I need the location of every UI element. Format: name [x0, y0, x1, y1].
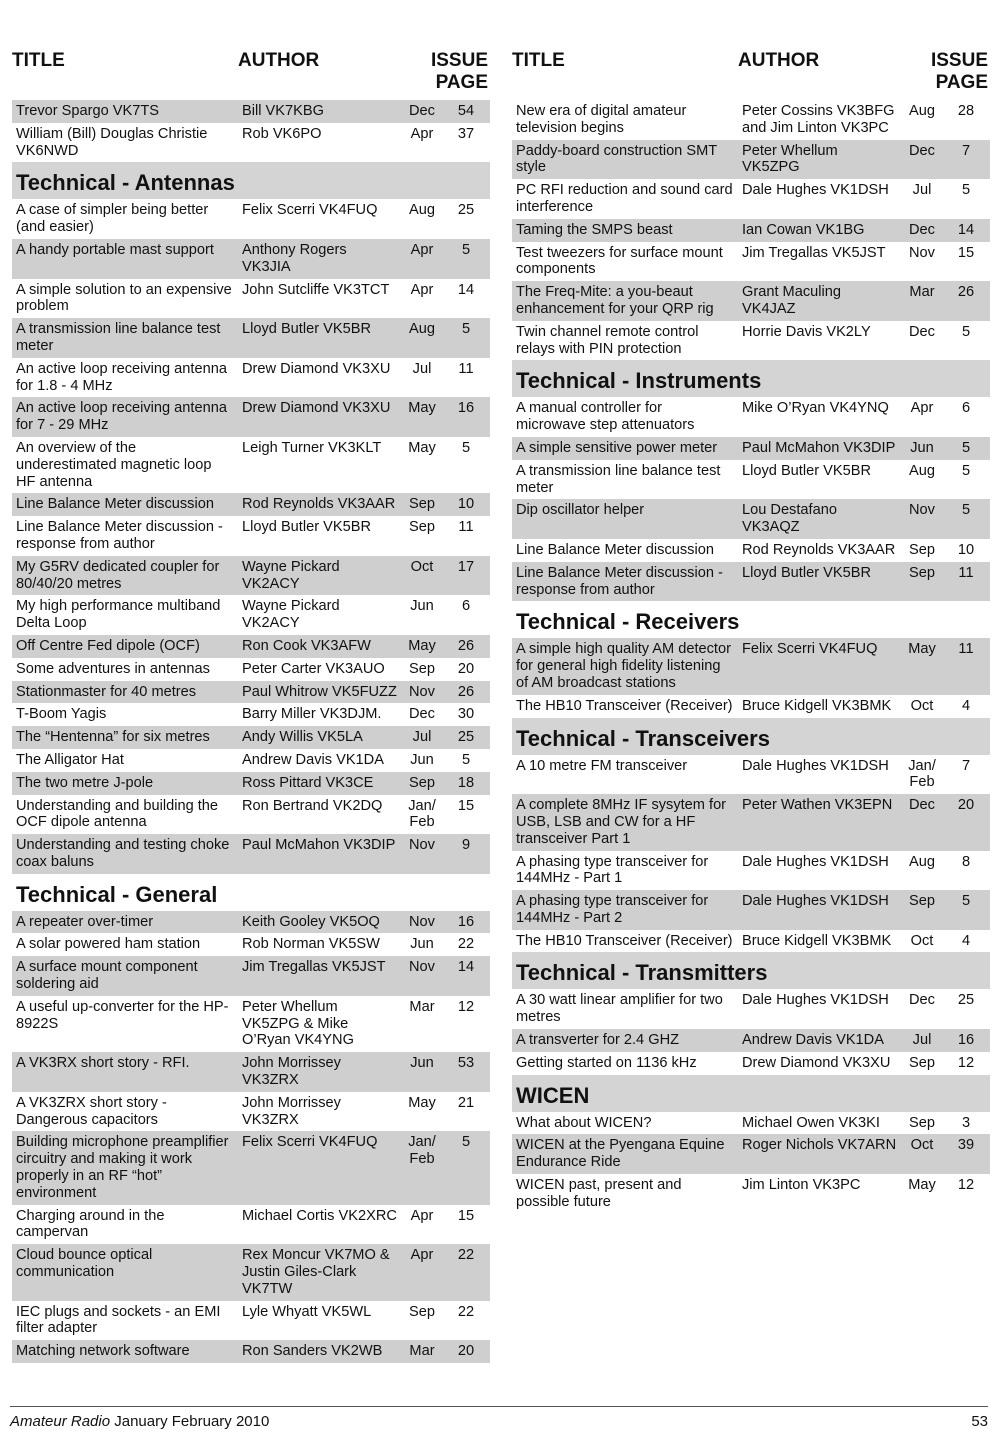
entry-issue: Jan/ Feb — [908, 757, 936, 791]
entry-page: 7 — [942, 140, 990, 180]
entry-issue: Oct — [402, 556, 442, 596]
entry-title: A VK3ZRX short story - Dangerous capacitors — [16, 1094, 167, 1128]
entry-author: Lloyd Butler VK5BR — [738, 562, 902, 602]
entry-author: Felix Scerri VK4FUQ — [238, 1131, 402, 1204]
entry-page: 5 — [961, 462, 971, 479]
entry-title: Understanding and building the OCF dipole antenna — [16, 797, 219, 831]
entry-title: New era of digital amateur television begins — [516, 103, 687, 136]
entry-author: John Sutcliffe VK3TCT — [242, 281, 390, 298]
entry-page: 22 — [457, 1303, 475, 1320]
entry-title: The Alligator Hat — [16, 751, 124, 768]
entry-issue: Dec — [902, 794, 942, 850]
entry-page: 14 — [442, 956, 490, 996]
entry-issue: Nov — [402, 681, 442, 704]
entry-author: Ian Cowan VK1BG — [738, 219, 902, 242]
entry-author: John Morrissey VK3ZRX — [242, 1094, 341, 1128]
entry-page: 5 — [461, 439, 471, 456]
entry-author: Felix Scerri VK4FUQ — [738, 638, 902, 694]
index-table-left — [12, 100, 490, 1363]
entry-issue: Apr — [910, 400, 934, 417]
issue-date: January February 2010 — [110, 1413, 270, 1430]
entry-author: Roger Nichols VK7ARN — [738, 1134, 902, 1174]
entry-issue: Oct — [902, 1134, 942, 1174]
header-author: AUTHOR — [738, 50, 820, 71]
entry-page: 7 — [961, 757, 971, 774]
entry-issue: Jan/ Feb — [408, 797, 436, 831]
entry-issue: Jul — [902, 1029, 942, 1052]
entry-title: An active loop receiving antenna for 1.8 - 4 MHz — [16, 360, 227, 394]
page-footer — [10, 1406, 988, 1430]
entry-issue: May — [402, 397, 442, 437]
entry-title: A useful up-converter for the HP-8922S — [16, 998, 229, 1032]
entry-page: 6 — [461, 598, 471, 615]
entry-title: My high performance multiband Delta Loop — [16, 598, 221, 632]
entry-page: 10 — [442, 493, 490, 516]
entry-author: Dale Hughes VK1DSH — [742, 757, 889, 774]
entry-author: Rod Reynolds VK3AAR — [742, 541, 896, 558]
entry-author: Anthony Rogers VK3JIA — [238, 239, 402, 279]
entry-issue: Apr — [410, 281, 434, 298]
entry-page: 39 — [942, 1134, 990, 1174]
header-issue-page: ISSUE PAGE — [930, 50, 988, 93]
entry-issue: Mar — [402, 1340, 442, 1363]
entry-author: Lyle Whyatt VK5WL — [242, 1303, 372, 1320]
entry-title: An active loop receiving antenna for 7 - 29 MHz — [12, 397, 238, 437]
entry-issue: Sep — [909, 541, 935, 558]
entry-author: Leigh Turner VK3KLT — [242, 439, 382, 456]
entry-title: Line Balance Meter discussion — [516, 541, 714, 558]
entry-issue: Apr — [402, 239, 442, 279]
entry-title: A transmission line balance test meter — [12, 318, 238, 358]
entry-author: Peter Wathen VK3EPN — [738, 794, 902, 850]
entry-page: 5 — [942, 499, 990, 539]
entry-page: 22 — [457, 936, 475, 953]
entry-page: 12 — [957, 1177, 975, 1194]
entry-title: Trevor Spargo VK7TS — [12, 100, 238, 123]
entry-author: Rod Reynolds VK3AAR — [238, 493, 402, 516]
entry-title: Some adventures in antennas — [16, 660, 210, 677]
entry-page: 53 — [442, 1052, 490, 1092]
entry-issue: Nov — [402, 834, 442, 874]
entry-title: A VK3RX short story - RFI. — [12, 1052, 238, 1092]
section-heading: Technical - Receivers — [512, 601, 990, 638]
index-table-right — [512, 100, 990, 1214]
entry-author: Bruce Kidgell VK3BMK — [742, 932, 892, 949]
entry-page: 11 — [942, 562, 990, 602]
entry-title: Matching network software — [12, 1340, 238, 1363]
entry-author: Drew Diamond VK3XU — [238, 397, 402, 437]
entry-page: 25 — [457, 202, 475, 219]
entry-author: Lloyd Butler VK5BR — [742, 462, 871, 479]
entry-author: Peter Whellum VK5ZPG & Mike O’Ryan VK4YNG — [242, 998, 354, 1049]
section-heading: Technical - General — [12, 874, 490, 911]
entry-page: 9 — [442, 834, 490, 874]
entry-author: Keith Gooley VK5OQ — [238, 911, 402, 934]
entry-issue: Sep — [409, 660, 435, 677]
section-heading: Technical - Antennas — [12, 162, 490, 199]
entry-page: 4 — [961, 932, 971, 949]
entry-author: Peter Whellum VK5ZPG — [738, 140, 902, 180]
entry-page: 5 — [961, 182, 971, 199]
left-column — [12, 50, 490, 1363]
entry-page: 5 — [961, 323, 971, 340]
entry-author: Drew Diamond VK3XU — [242, 360, 391, 377]
entry-author: Ron Sanders VK2WB — [238, 1340, 402, 1363]
entry-author: Paul McMahon VK3DIP — [238, 834, 402, 874]
entry-author: Paul Whitrow VK5FUZZ — [238, 681, 402, 704]
entry-author: Lloyd Butler VK5BR — [238, 318, 402, 358]
entry-author: Jim Tregallas VK5JST — [238, 956, 402, 996]
entry-page: 16 — [442, 911, 490, 934]
entry-issue: Sep — [909, 1114, 935, 1131]
entry-issue: Sep — [402, 493, 442, 516]
entry-author: Wayne Pickard VK2ACY — [242, 598, 340, 632]
entry-title: Cloud bounce optical communication — [12, 1244, 238, 1300]
header-author: AUTHOR — [238, 50, 320, 71]
entry-title: A simple high quality AM detector for general high fidelity listening of AM broadcast stations — [512, 638, 738, 694]
entry-author: Felix Scerri VK4FUQ — [242, 202, 378, 219]
entry-issue: Aug — [409, 202, 435, 219]
entry-page: 21 — [457, 1094, 475, 1111]
entry-issue: Dec — [409, 706, 435, 723]
entry-page: 16 — [942, 1029, 990, 1052]
entry-page: 5 — [442, 318, 490, 358]
entry-title: WICEN past, present and possible future — [516, 1177, 682, 1210]
entry-author: Rob Norman VK5SW — [242, 936, 380, 953]
entry-page: 11 — [458, 519, 474, 536]
entry-author: Ron Bertrand VK2DQ — [242, 797, 383, 814]
entry-title: Line Balance Meter discussion - response from author — [16, 519, 223, 552]
header-issue-page: ISSUE PAGE — [430, 50, 488, 93]
entry-issue: Mar — [902, 281, 942, 321]
entry-page: 5 — [942, 437, 990, 460]
entry-issue: Oct — [910, 697, 934, 714]
entry-issue: Jul — [912, 182, 932, 199]
entry-title: A 10 metre FM transceiver — [516, 757, 688, 774]
entry-page: 14 — [942, 219, 990, 242]
entry-page: 5 — [461, 751, 471, 768]
entry-issue: Jun — [410, 751, 434, 768]
entry-page: 12 — [957, 1054, 975, 1071]
entry-issue: Sep — [409, 519, 435, 536]
entry-page: 26 — [442, 681, 490, 704]
entry-issue: Apr — [410, 1207, 434, 1224]
entry-issue: Mar — [409, 998, 435, 1015]
entry-page: 26 — [942, 281, 990, 321]
entry-issue: May — [902, 638, 942, 694]
entry-author: Michael Cortis VK2XRC — [242, 1207, 397, 1224]
entry-title: Charging around in the campervan — [16, 1207, 165, 1241]
entry-page: 6 — [961, 400, 971, 417]
entry-page: 16 — [442, 397, 490, 437]
entry-issue: Nov — [402, 911, 442, 934]
entry-title: Line Balance Meter discussion - response from author — [512, 562, 738, 602]
entry-page: 3 — [961, 1114, 971, 1131]
entry-page: 11 — [458, 360, 474, 377]
entry-issue: Dec — [909, 323, 935, 340]
entry-page: 25 — [957, 992, 975, 1009]
entry-title: A repeater over-timer — [12, 911, 238, 934]
entry-author: Michael Owen VK3KI — [742, 1114, 880, 1131]
table-header — [12, 50, 490, 100]
entry-author: Grant Maculing VK4JAZ — [738, 281, 902, 321]
entry-title: A simple sensitive power meter — [512, 437, 738, 460]
entry-issue: Jan/ Feb — [402, 1131, 442, 1204]
entry-title: Test tweezers for surface mount components — [516, 244, 723, 278]
entry-title: Understanding and testing choke coax baluns — [12, 834, 238, 874]
header-title: TITLE — [512, 50, 565, 71]
entry-page: 5 — [442, 1131, 490, 1204]
entry-page: 22 — [442, 1244, 490, 1300]
entry-issue: Aug — [909, 103, 935, 119]
entry-title: An overview of the underestimated magnetic loop HF antenna — [16, 439, 212, 490]
entry-title: A phasing type transceiver for 144MHz - Part 2 — [512, 890, 738, 930]
entry-title: A handy portable mast support — [12, 239, 238, 279]
footer-publication — [10, 1413, 269, 1430]
entry-issue: Dec — [902, 140, 942, 180]
entry-issue: Aug — [402, 318, 442, 358]
entry-issue: May — [402, 635, 442, 658]
entry-author: Paul McMahon VK3DIP — [738, 437, 902, 460]
entry-page: 26 — [442, 635, 490, 658]
entry-title: William (Bill) Douglas Christie VK6NWD — [16, 125, 208, 159]
entry-issue: Jun — [410, 598, 434, 615]
entry-title: A simple solution to an expensive problem — [16, 281, 232, 315]
entry-author: Dale Hughes VK1DSH — [742, 182, 889, 199]
section-heading: WICEN — [512, 1075, 990, 1112]
entry-title: Building microphone preamplifier circuitry and making it work properly in an RF “hot” environment — [12, 1131, 238, 1204]
header-title: TITLE — [12, 50, 65, 71]
entry-issue: Sep — [902, 562, 942, 602]
entry-page: 11 — [942, 638, 990, 694]
entry-title: Stationmaster for 40 metres — [12, 681, 238, 704]
entry-title: My G5RV dedicated coupler for 80/40/20 metres — [12, 556, 238, 596]
entry-issue: Jun — [902, 437, 942, 460]
entry-title: A case of simpler being better (and easier) — [16, 202, 209, 236]
entry-issue: Dec — [902, 219, 942, 242]
entry-issue: Aug — [909, 853, 935, 870]
entry-issue: Apr — [410, 125, 434, 142]
entry-issue: May — [408, 439, 436, 456]
entry-issue: Jun — [402, 1052, 442, 1092]
entry-author: Ross Pittard VK3CE — [238, 772, 402, 795]
entry-page: 54 — [442, 100, 490, 123]
entry-title: Twin channel remote control relays with PIN protection — [516, 323, 699, 357]
entry-title: A transverter for 2.4 GHZ — [512, 1029, 738, 1052]
entry-title: T-Boom Yagis — [16, 706, 107, 723]
entry-author: Barry Miller VK3DJM. — [242, 706, 382, 723]
right-column — [512, 50, 990, 1214]
entry-issue: Jul — [412, 360, 432, 377]
entry-title: Taming the SMPS beast — [512, 219, 738, 242]
entry-title: A surface mount component soldering aid — [12, 956, 238, 996]
entry-author: Andy Willis VK5LA — [238, 726, 402, 749]
entry-title: Dip oscillator helper — [512, 499, 738, 539]
entry-page: 25 — [442, 726, 490, 749]
entry-issue: Aug — [909, 462, 935, 479]
entry-title: The two metre J-pole — [12, 772, 238, 795]
entry-author: Lou Destafano VK3AQZ — [738, 499, 902, 539]
entry-author: Mike O’Ryan VK4YNQ — [742, 400, 889, 417]
entry-author: Andrew Davis VK1DA — [242, 751, 384, 768]
entry-author: Ron Cook VK3AFW — [238, 635, 402, 658]
entry-author: Andrew Davis VK1DA — [738, 1029, 902, 1052]
entry-title: Off Centre Fed dipole (OCF) — [12, 635, 238, 658]
entry-issue: Nov — [909, 244, 935, 261]
entry-author: Peter Carter VK3AUO — [242, 660, 385, 677]
entry-issue: Jun — [410, 936, 434, 953]
entry-issue: Oct — [910, 932, 934, 949]
entry-page: 15 — [457, 1207, 475, 1224]
entry-author: Dale Hughes VK1DSH — [738, 890, 902, 930]
entry-author: Peter Cossins VK3BFG and Jim Linton VK3PC — [742, 103, 895, 136]
entry-title: WICEN at the Pyengana Equine Endurance Ride — [512, 1134, 738, 1174]
entry-issue: May — [908, 1177, 936, 1194]
entry-page: 28 — [957, 103, 975, 119]
entry-author: John Morrissey VK3ZRX — [238, 1052, 402, 1092]
entry-title: What about WICEN? — [516, 1114, 652, 1131]
entry-title: A complete 8MHz IF sysytem for USB, LSB and CW for a HF transceiver Part 1 — [512, 794, 738, 850]
entry-author: Rex Moncur VK7MO & Justin Giles-Clark VK7TW — [238, 1244, 402, 1300]
section-heading: Technical - Instruments — [512, 360, 990, 397]
entry-title: Line Balance Meter discussion — [12, 493, 238, 516]
entry-issue: Sep — [902, 890, 942, 930]
entry-page: 17 — [442, 556, 490, 596]
entry-title: The Freq-Mite: a you-beaut enhancement for your QRP rig — [512, 281, 738, 321]
entry-title: A 30 watt linear amplifier for two metres — [516, 992, 723, 1026]
entry-page: 20 — [457, 660, 475, 677]
magazine-name: Amateur Radio — [10, 1413, 111, 1430]
entry-title: A transmission line balance test meter — [516, 462, 721, 496]
entry-title: Getting started on 1136 kHz — [516, 1054, 697, 1071]
entry-author: Jim Linton VK3PC — [742, 1177, 861, 1194]
entry-author: Bill VK7KBG — [238, 100, 402, 123]
entry-author: Dale Hughes VK1DSH — [742, 853, 889, 870]
entry-issue: Dec — [402, 100, 442, 123]
entry-issue: Sep — [909, 1054, 935, 1071]
entry-issue: Jul — [402, 726, 442, 749]
entry-title: A solar powered ham station — [16, 936, 201, 953]
entry-author: Horrie Davis VK2LY — [742, 323, 871, 340]
entry-issue: Nov — [902, 499, 942, 539]
entry-author: Drew Diamond VK3XU — [742, 1054, 891, 1071]
entry-page: 5 — [942, 890, 990, 930]
entry-author: Bruce Kidgell VK3BMK — [742, 697, 892, 714]
entry-page: 15 — [957, 244, 975, 261]
entry-title: Paddy-board construction SMT style — [512, 140, 738, 180]
entry-issue: Apr — [402, 1244, 442, 1300]
entry-page: 14 — [457, 281, 475, 298]
entry-issue: Sep — [409, 1303, 435, 1320]
entry-title: The HB10 Transceiver (Receiver) — [516, 697, 733, 714]
section-heading: Technical - Transmitters — [512, 952, 990, 989]
entry-author: Jim Tregallas VK5JST — [742, 244, 886, 261]
entry-page: 4 — [961, 697, 971, 714]
section-heading: Technical - Transceivers — [512, 718, 990, 755]
entry-title: A manual controller for microwave step attenuators — [516, 400, 695, 434]
entry-issue: Dec — [909, 992, 935, 1009]
table-header — [512, 50, 990, 100]
entry-page: 12 — [457, 998, 475, 1015]
entry-issue: May — [408, 1094, 436, 1111]
entry-title: The HB10 Transceiver (Receiver) — [516, 932, 733, 949]
entry-issue: Nov — [402, 956, 442, 996]
entry-author: Rob VK6PO — [242, 125, 322, 142]
entry-author: Lloyd Butler VK5BR — [242, 519, 371, 536]
entry-page: 8 — [961, 853, 971, 870]
entry-page: 30 — [457, 706, 475, 723]
entry-title: IEC plugs and sockets - an EMI filter adapter — [16, 1303, 221, 1337]
entry-title: The “Hentenna” for six metres — [12, 726, 238, 749]
entry-author: Wayne Pickard VK2ACY — [238, 556, 402, 596]
entry-page: 20 — [942, 794, 990, 850]
entry-issue: Sep — [402, 772, 442, 795]
entry-page: 5 — [442, 239, 490, 279]
entry-page: 37 — [457, 125, 475, 142]
entry-page: 18 — [442, 772, 490, 795]
entry-title: PC RFI reduction and sound card interference — [516, 182, 733, 215]
page-number: 53 — [971, 1413, 988, 1430]
entry-page: 15 — [457, 797, 475, 814]
entry-page: 10 — [957, 541, 975, 558]
entry-page: 20 — [442, 1340, 490, 1363]
entry-author: Dale Hughes VK1DSH — [742, 992, 889, 1009]
entry-title: A phasing type transceiver for 144MHz - Part 1 — [516, 853, 709, 887]
